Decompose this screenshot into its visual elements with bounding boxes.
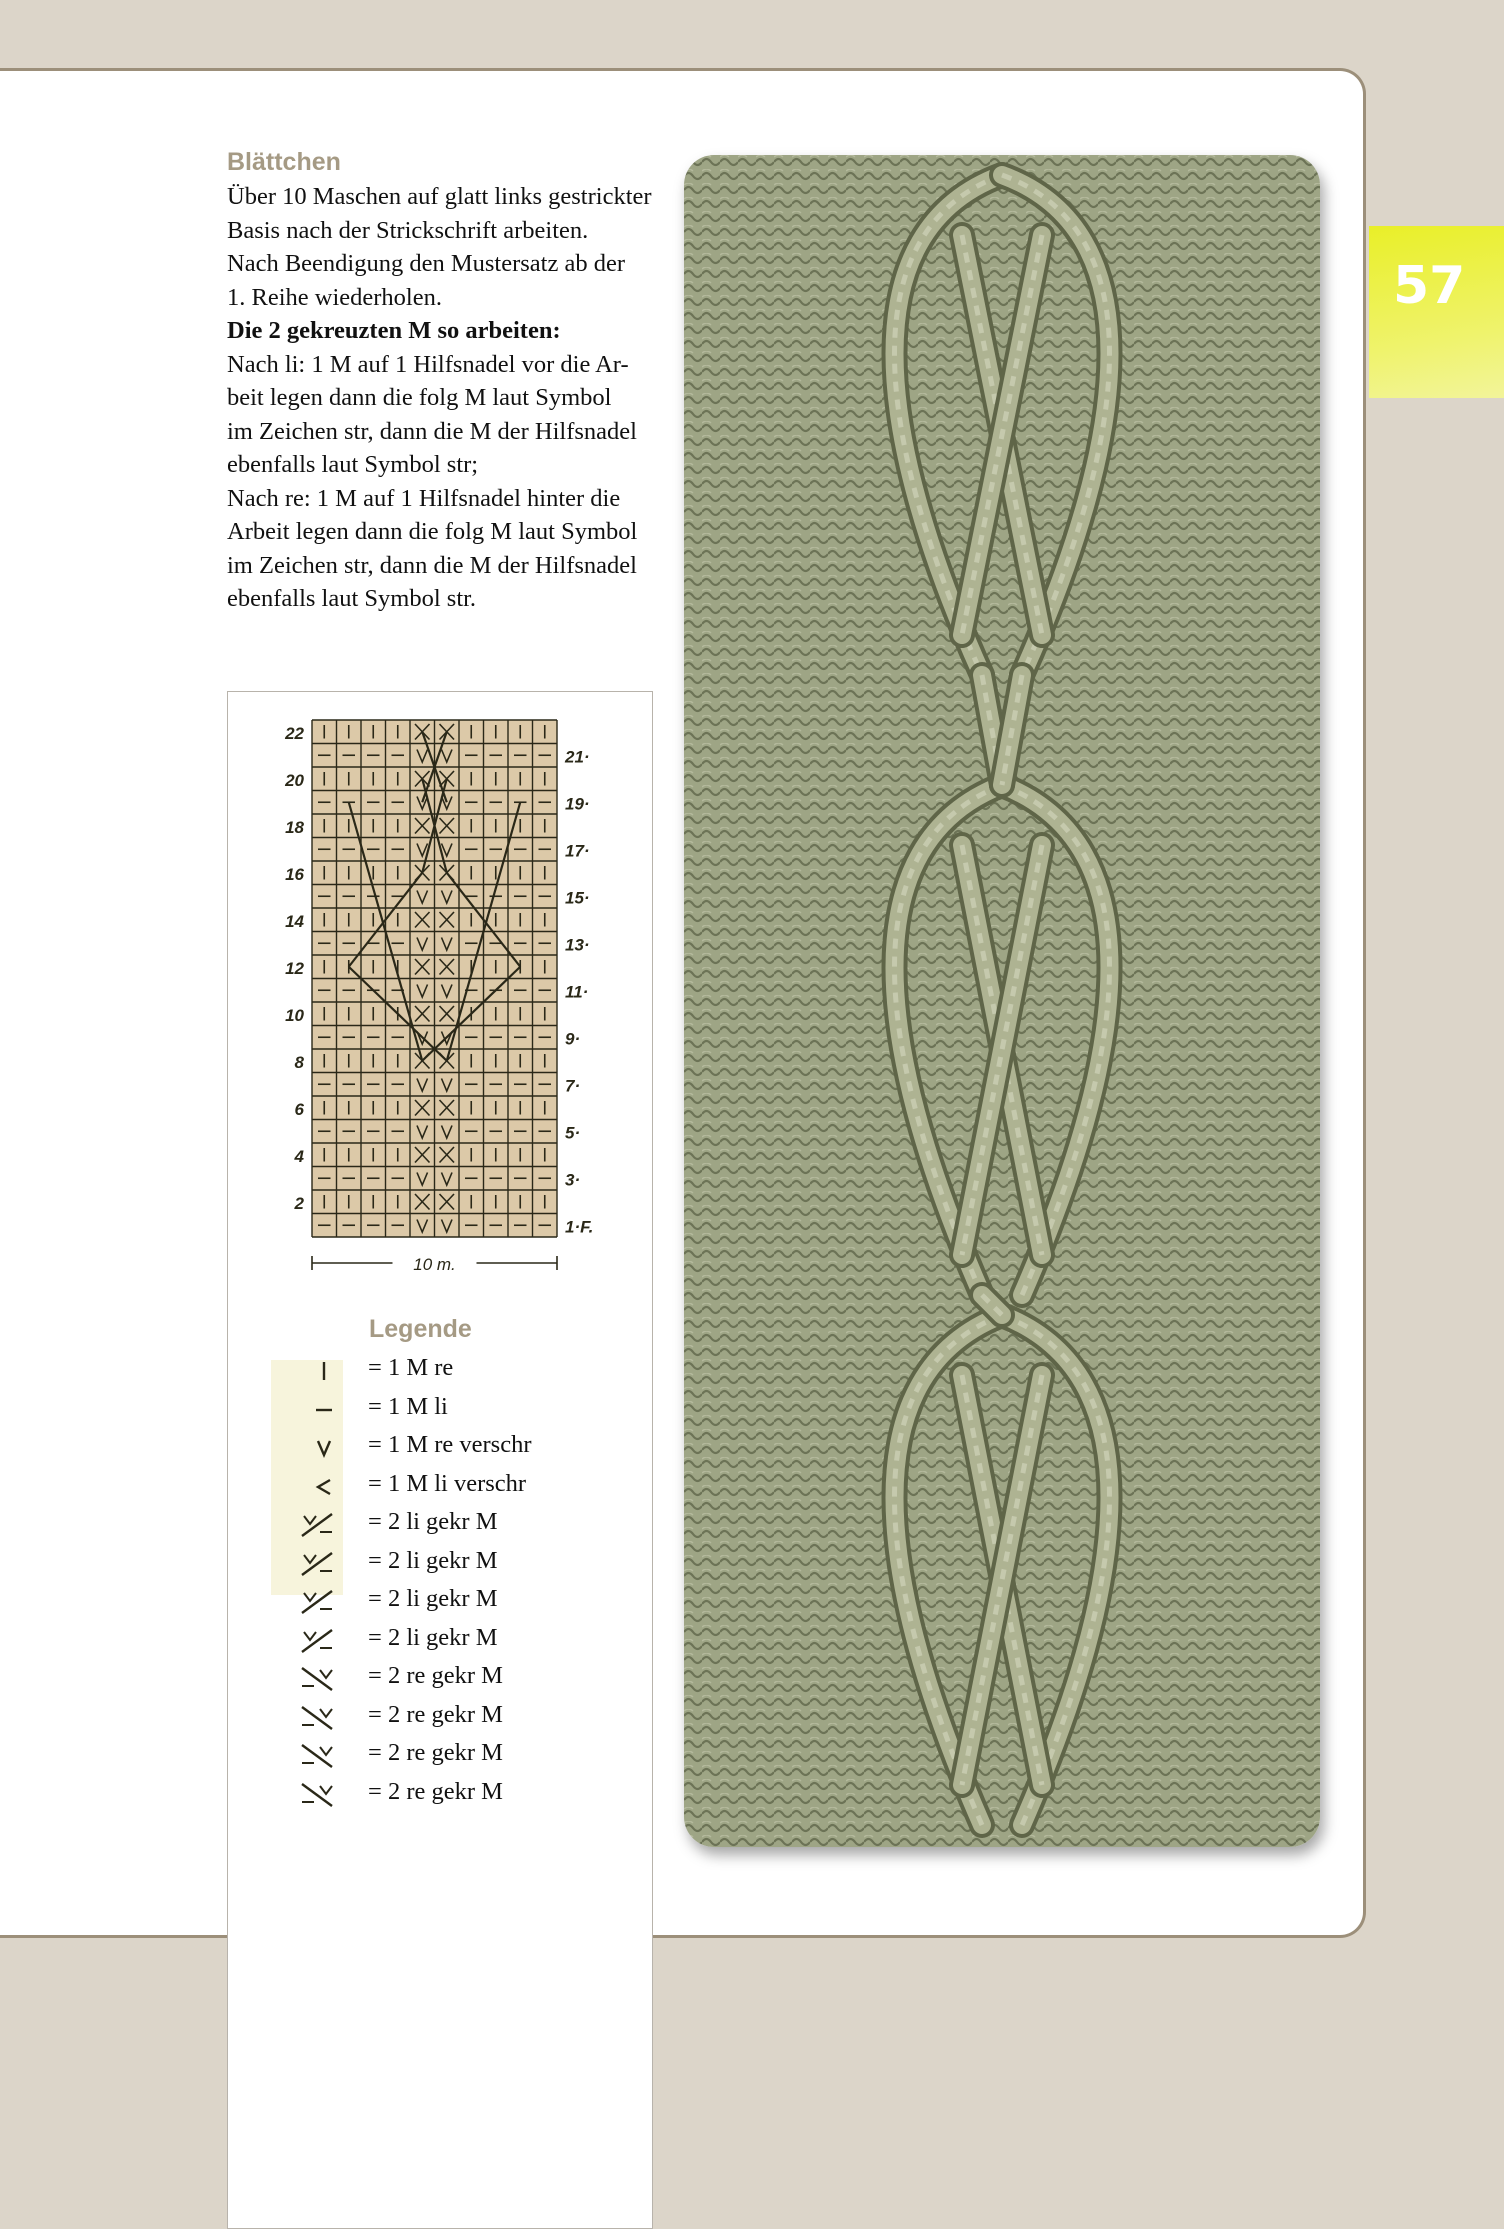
pattern-title: Blättchen bbox=[227, 148, 341, 176]
row-number-right: 11· bbox=[565, 982, 589, 1002]
row-number-right: 7· bbox=[565, 1076, 581, 1096]
right-cross-icon bbox=[280, 1662, 340, 1696]
row-number-right: 9· bbox=[565, 1029, 581, 1049]
legend-text: = 2 re gekr M bbox=[368, 1662, 503, 1689]
legend-item bbox=[280, 1352, 580, 1390]
instruction-line: Nach li: 1 M auf 1 Hilfsnadel vor die Ar- bbox=[227, 350, 629, 378]
row-number-left: 2 bbox=[294, 1193, 304, 1213]
left-cross-icon bbox=[280, 1508, 340, 1542]
legend-item bbox=[280, 1776, 580, 1814]
legend-text: = 2 re gekr M bbox=[368, 1700, 503, 1728]
row-number-right: 17· bbox=[565, 841, 590, 861]
cross-subheading: Die 2 gekreuzten M so arbeiten: bbox=[227, 317, 561, 344]
legend-item bbox=[280, 1391, 580, 1429]
legend-text: = 2 re gekr M bbox=[368, 1739, 503, 1766]
instruction-line: im Zeichen str, dann die M der Hilfsnadel bbox=[227, 417, 637, 445]
legend-text: = 2 li gekr M bbox=[368, 1585, 498, 1612]
intro-line: Über 10 Maschen auf glatt links gestrickter bbox=[227, 183, 652, 210]
knitting-chart bbox=[240, 700, 636, 1313]
legend-text: = 1 M re verschr bbox=[368, 1431, 532, 1458]
row-number-left: 10 bbox=[285, 1005, 304, 1025]
legend-text: = 2 re gekr M bbox=[368, 1777, 503, 1805]
left-cross-icon bbox=[280, 1624, 340, 1658]
right-cross-icon bbox=[280, 1701, 340, 1735]
purl-stitch-icon bbox=[280, 1393, 340, 1427]
legend-text: = 2 li gekr M bbox=[368, 1623, 498, 1651]
legend-item bbox=[280, 1506, 580, 1544]
intro-line: Basis nach der Strickschrift arbeiten. bbox=[227, 216, 589, 244]
instruction-line: beit legen dann die folg M laut Symbol bbox=[227, 384, 612, 411]
row-number-right: 13· bbox=[565, 935, 590, 955]
legend-item bbox=[280, 1583, 580, 1621]
row-number-left: 22 bbox=[285, 723, 304, 743]
row-number-left: 16 bbox=[285, 864, 304, 884]
row-number-left: 18 bbox=[285, 817, 304, 837]
legend-item bbox=[280, 1737, 580, 1775]
instruction-line: Nach re: 1 M auf 1 Hilfsnadel hinter die bbox=[227, 484, 621, 512]
instruction-line: im Zeichen str, dann die M der Hilfsnadel bbox=[227, 551, 637, 579]
instruction-line: Arbeit legen dann die folg M laut Symbol bbox=[227, 518, 638, 545]
legend-item bbox=[280, 1468, 580, 1506]
instruction-line: ebenfalls laut Symbol str. bbox=[227, 585, 477, 612]
legend-text: = 2 li gekr M bbox=[368, 1508, 498, 1535]
intro-line: Nach Beendigung den Mustersatz ab der bbox=[227, 250, 625, 277]
legend-text: = 1 M li verschr bbox=[368, 1469, 527, 1497]
legend-text: = 2 li gekr M bbox=[368, 1546, 498, 1574]
row-number-left: 8 bbox=[294, 1052, 304, 1072]
row-number-left: 20 bbox=[285, 770, 304, 790]
chart-grid bbox=[240, 700, 636, 1308]
width-label: 10 m. bbox=[413, 1255, 456, 1274]
purl-twisted-icon bbox=[280, 1470, 340, 1504]
row-number-right: 1·F. bbox=[565, 1217, 594, 1237]
row-number-right: 19· bbox=[565, 794, 590, 814]
row-number-left: 4 bbox=[294, 1146, 304, 1166]
right-cross-icon bbox=[280, 1778, 340, 1812]
page-number: 57 bbox=[1393, 256, 1466, 316]
instruction-line: ebenfalls laut Symbol str; bbox=[227, 451, 479, 478]
left-cross-icon bbox=[280, 1585, 340, 1619]
pattern-instructions bbox=[227, 180, 685, 616]
row-number-left: 14 bbox=[285, 911, 304, 931]
left-cross-icon bbox=[280, 1547, 340, 1581]
knit-twisted-icon bbox=[280, 1431, 340, 1465]
row-number-left: 6 bbox=[294, 1099, 304, 1119]
legend-item bbox=[280, 1545, 580, 1583]
knitted-swatch-photo bbox=[684, 155, 1320, 1847]
right-cross-icon bbox=[280, 1739, 340, 1773]
swatch-texture bbox=[684, 155, 1320, 1847]
legend-item bbox=[280, 1660, 580, 1698]
legend-text: = 1 M li bbox=[368, 1392, 448, 1420]
row-number-right: 15· bbox=[565, 888, 590, 908]
row-number-right: 3· bbox=[565, 1170, 581, 1190]
intro-line: 1. Reihe wiederholen. bbox=[227, 283, 442, 311]
row-number-right: 5· bbox=[565, 1123, 581, 1143]
legend-item bbox=[280, 1429, 580, 1467]
legend-text: = 1 M re bbox=[368, 1354, 454, 1381]
row-number-right: 21· bbox=[565, 747, 590, 767]
legend-item bbox=[280, 1699, 580, 1737]
legend-title: Legende bbox=[369, 1315, 472, 1343]
knit-stitch-icon bbox=[280, 1354, 340, 1388]
page-number-tab bbox=[1369, 226, 1504, 398]
row-number-left: 12 bbox=[285, 958, 304, 978]
legend-item bbox=[280, 1622, 580, 1660]
